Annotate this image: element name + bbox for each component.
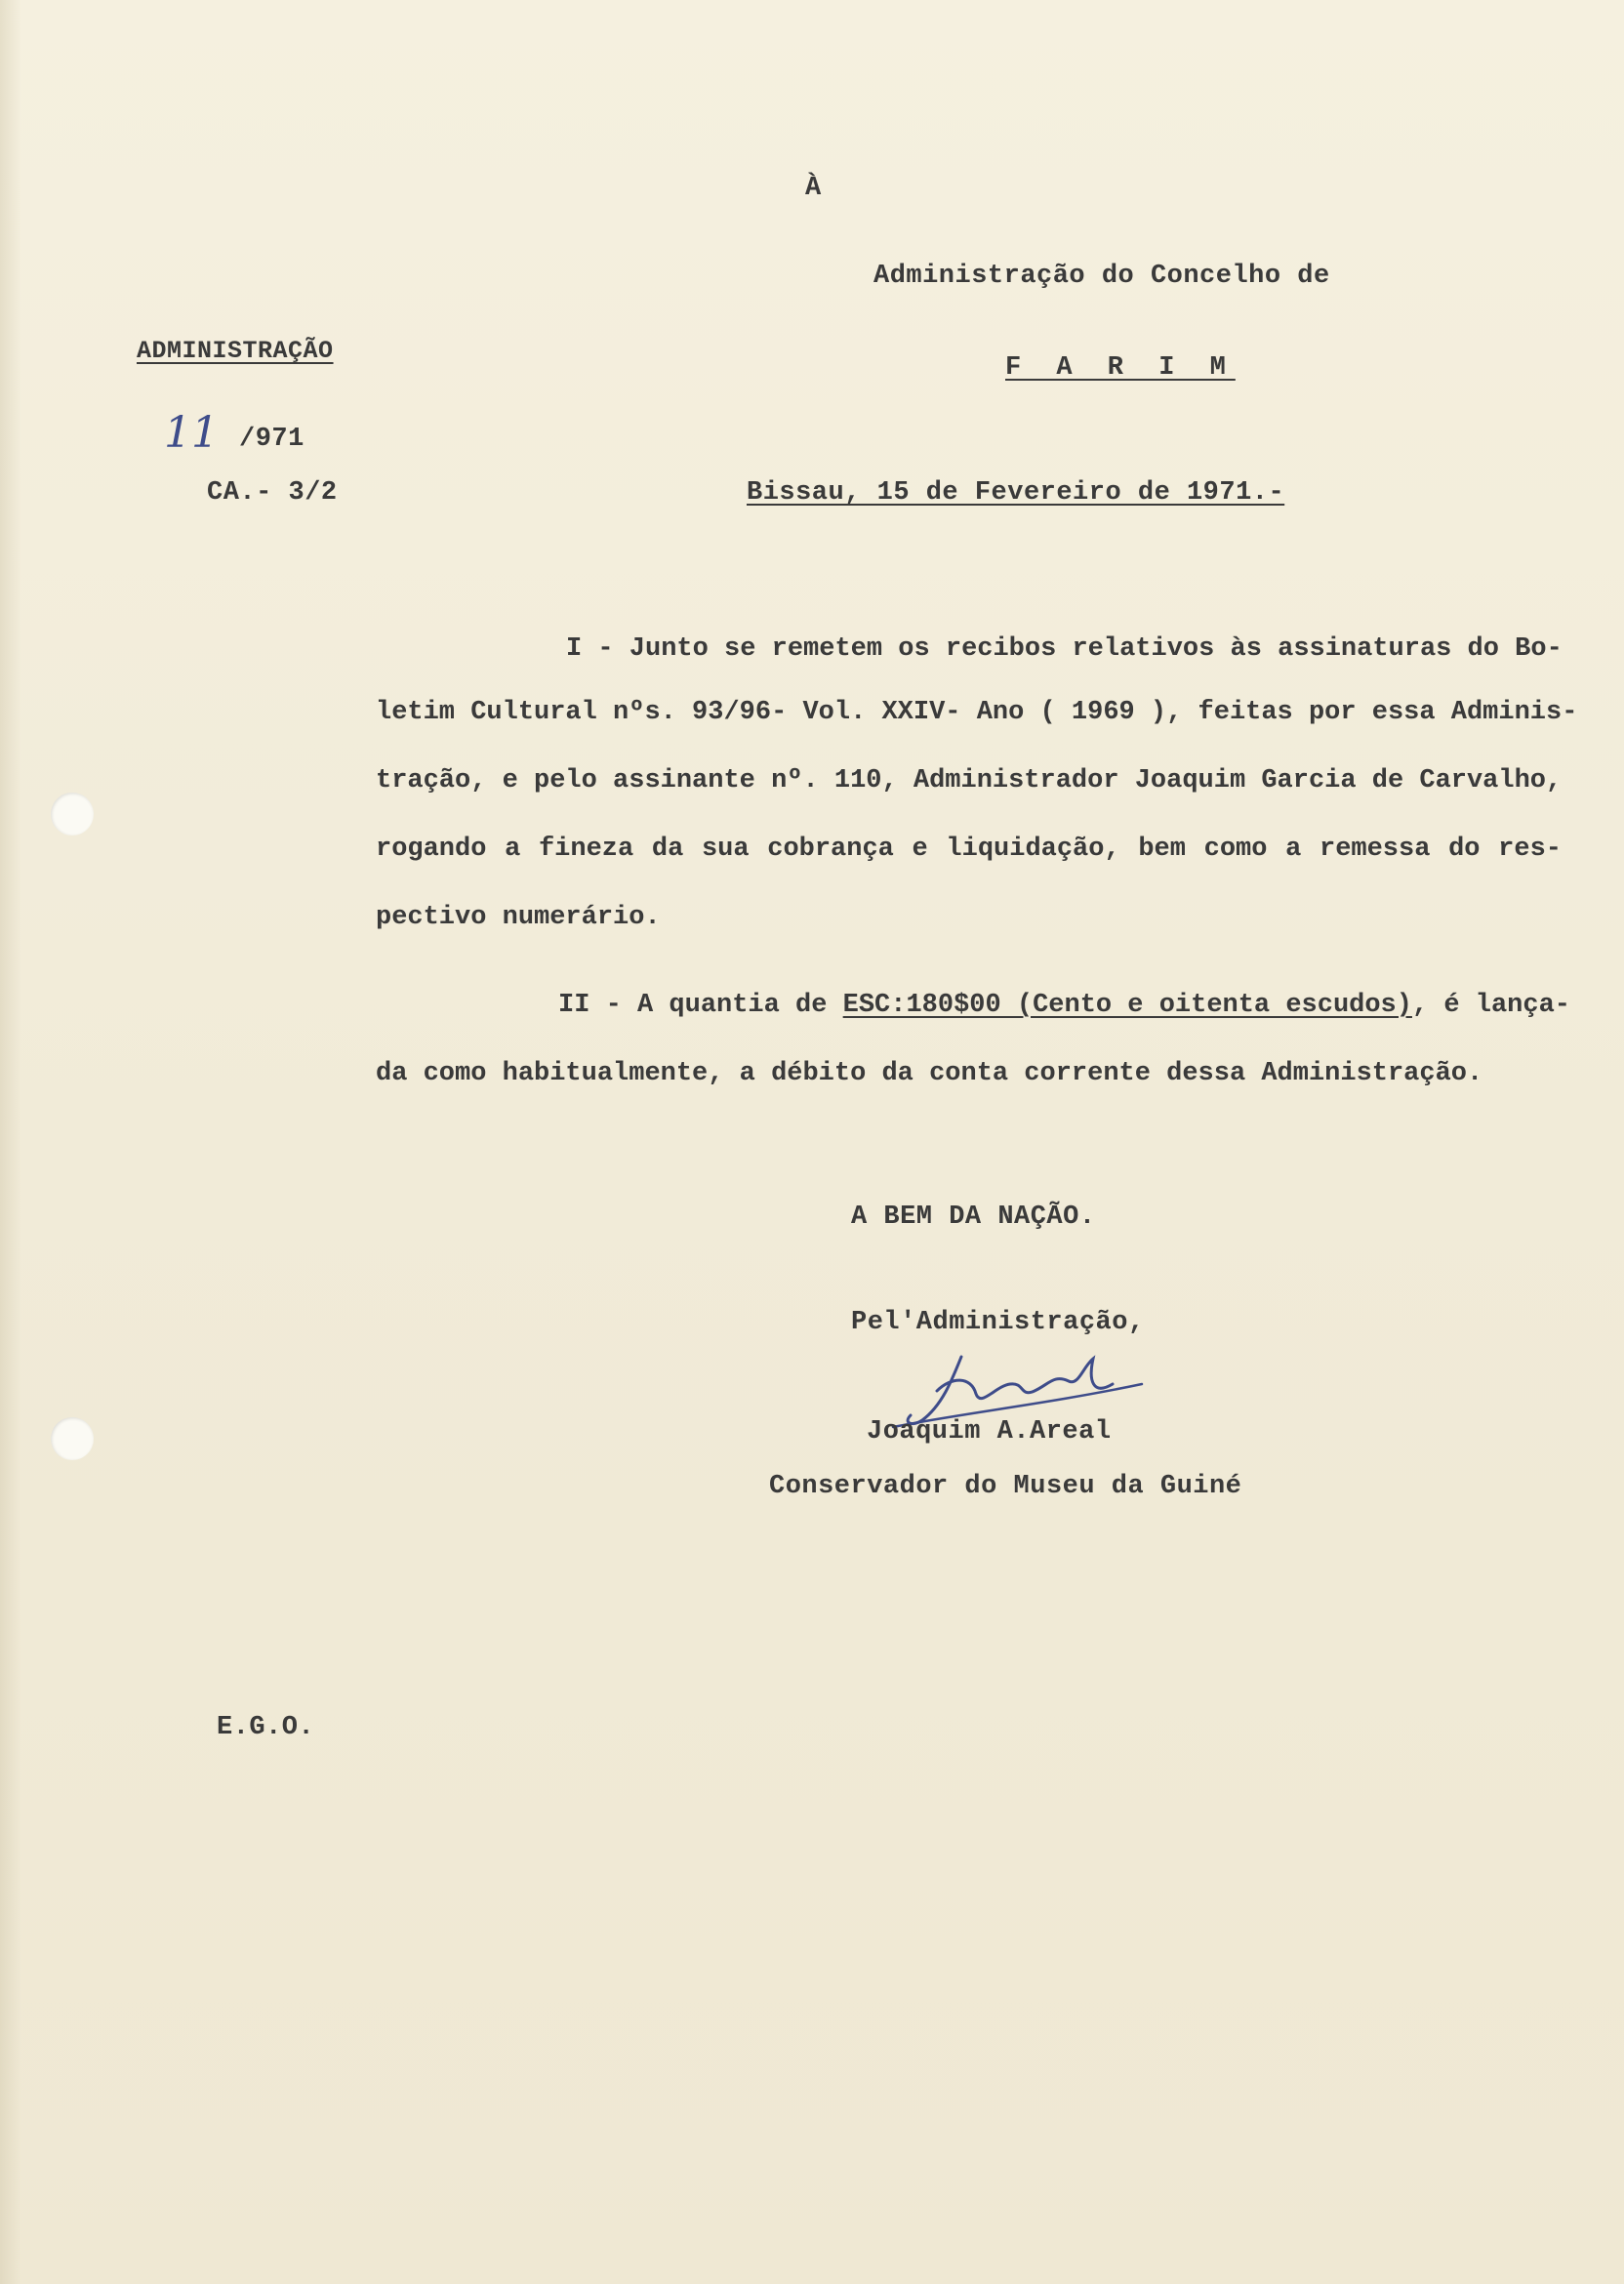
recipient-place: F A R I M: [1005, 353, 1236, 383]
recipient-line: Administração do Concelho de: [873, 262, 1330, 291]
punch-hole-top: [51, 793, 94, 836]
sender-department: ADMINISTRAÇÃO: [137, 337, 334, 365]
paragraph-1-line-1: I - Junto se remetem os recibos relativos às assinaturas do Bo-: [566, 634, 1563, 664]
salutation: A BEM DA NAÇÃO.: [851, 1203, 1096, 1232]
paragraph-2-start: II - A quantia de: [558, 991, 843, 1020]
amount-text: ESC:180$00 (Cento e oitenta escudos): [842, 991, 1412, 1020]
on-behalf-line: Pel'Administração,: [851, 1308, 1145, 1337]
paragraph-1-line-2: letim Cultural nºs. 93/96- Vol. XXIV- Ano ( 1969 ), feitas por essa Adminis-: [376, 698, 1578, 727]
paragraph-2-line-1: [558, 991, 1570, 1020]
recipient-prefix: À: [805, 174, 822, 203]
punch-hole-bottom: [51, 1417, 94, 1460]
paragraph-2-line-2: da como habitualmente, a débito da conta corrente dessa Administração.: [376, 1059, 1483, 1088]
ref-year: /971: [239, 425, 304, 454]
ref-code: CA.- 3/2: [207, 478, 338, 508]
paragraph-1-line-4: rogando a fineza da sua cobrança e liquidação, bem como a remessa do res-: [376, 835, 1562, 864]
date-line: Bissau, 15 de Fevereiro de 1971.-: [747, 478, 1285, 508]
handwritten-number: 11: [164, 408, 219, 458]
paragraph-2-end: , é lança-: [1411, 991, 1570, 1020]
paper-edge-shadow: [0, 0, 21, 2284]
paragraph-1-line-5: pectivo numerário.: [376, 903, 661, 932]
paragraph-1-line-3: tração, e pelo assinante nº. 110, Administrador Joaquim Garcia de Carvalho,: [376, 766, 1563, 795]
signatory-title: Conservador do Museu da Guiné: [769, 1472, 1242, 1501]
footer-initials: E.G.O.: [217, 1713, 315, 1742]
signatory-name: Joaquim A.Areal: [867, 1417, 1112, 1447]
